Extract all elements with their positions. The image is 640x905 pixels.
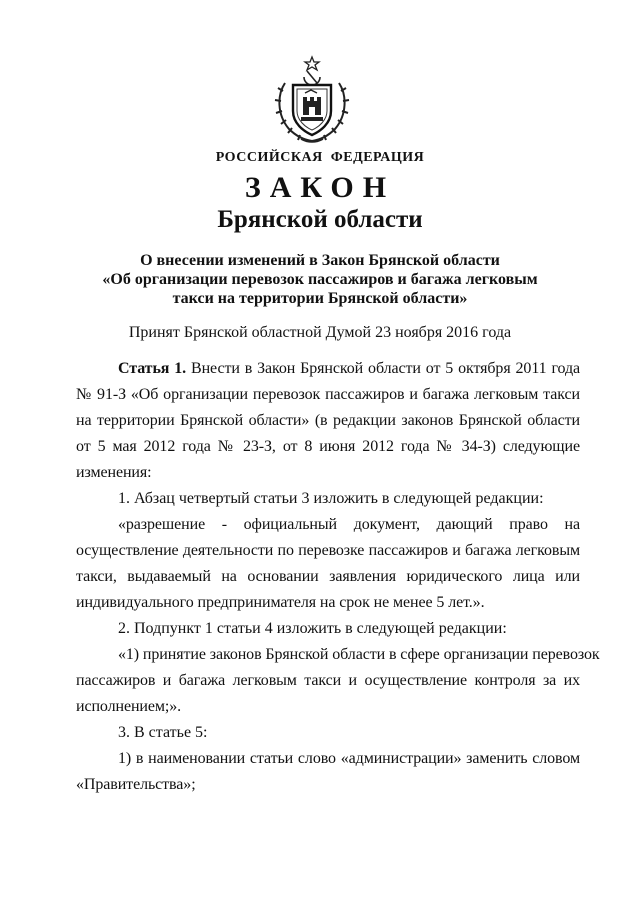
region-title: Брянской области <box>217 206 423 233</box>
text-line: такси, выдаваемый на основании заявления юридического лица или <box>76 568 580 585</box>
subject-line: «Об организации перевозок пассажиров и багажа легковым <box>102 271 538 288</box>
paragraph-article-1 <box>76 356 580 486</box>
law-title: ЗАКОН <box>244 171 396 204</box>
paragraph-item-2: 2. Подпункт 1 статьи 4 изложить в следующей редакции: <box>118 620 507 637</box>
text-line: 1) в наименовании статьи слово «администрации» заменить словом <box>118 750 580 767</box>
paragraph-quote-2 <box>76 642 600 720</box>
text-line: исполнением;». <box>76 698 182 715</box>
text-line: пассажиров и багажа легковым такси и осуществление контроля за их <box>76 672 580 689</box>
text-line: индивидуального предпринимателя на срок не менее 5 лет.». <box>76 594 485 611</box>
subject-line: такси на территории Брянской области» <box>172 290 468 307</box>
text-line: Статья 1. Внести в Закон Брянской области от 5 октября 2011 года <box>118 360 580 377</box>
text-line: «1) принятие законов Брянской области в сфере организации перевозок <box>118 646 600 663</box>
law-subject <box>0 251 640 308</box>
text-line: изменения: <box>76 464 152 481</box>
law-body <box>76 356 600 798</box>
federation-heading: РОССИЙСКАЯ ФЕДЕРАЦИЯ <box>215 150 425 165</box>
subject-line: О внесении изменений в Закон Брянской области <box>140 252 500 269</box>
text-line: осуществление деятельности по перевозке пассажиров и багажа легковым <box>76 542 580 559</box>
text-line: «Правительства»; <box>76 776 196 793</box>
paragraph-item-3: 3. В статье 5: <box>118 724 208 741</box>
text-line: на территории Брянской области» (в редакции законов Брянской области <box>76 412 580 429</box>
text-line: № 91-З «Об организации перевозок пассажиров и багажа легковым такси <box>76 386 580 403</box>
text-line: «разрешение - официальный документ, дающий право на <box>118 516 580 533</box>
paragraph-subitem-1 <box>76 746 580 798</box>
paragraph-quote-1 <box>76 512 580 616</box>
adoption-note: Принят Брянской областной Думой 23 ноября 2016 года <box>128 324 512 341</box>
text-line: от 5 мая 2012 года № 23-З, от 8 июня 2012 года № 34-З) следующие <box>76 438 580 455</box>
coat-of-arms-icon <box>271 55 353 145</box>
paragraph-item-1: 1. Абзац четвертый статьи 3 изложить в следующей редакции: <box>118 490 544 507</box>
article-label: Статья 1. <box>118 360 187 377</box>
